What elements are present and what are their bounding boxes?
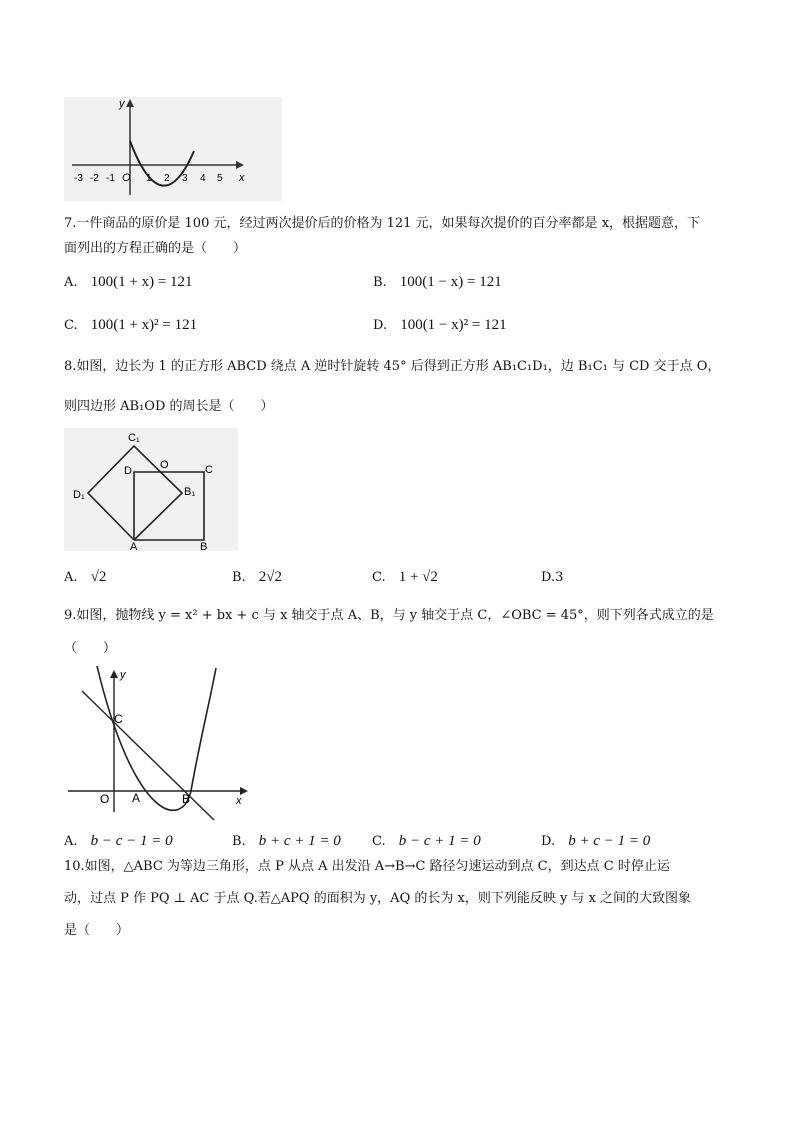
q8-label-c1: C₁ bbox=[128, 432, 140, 444]
q9-x-arrow bbox=[240, 787, 248, 795]
q9-figure bbox=[64, 660, 254, 822]
option-expr: b + c − 1 = 0 bbox=[568, 833, 651, 849]
q8-label-c: C bbox=[205, 464, 213, 476]
option-label: C. bbox=[372, 570, 386, 585]
q9-label-a: A bbox=[132, 791, 141, 805]
q10-stem-line2: 动，过点 P 作 PQ ⊥ AC 于点 Q.若△APQ 的面积为 y，AQ 的长为 x，则下列能反映 y 与 x 之间的大致图象 bbox=[64, 891, 692, 906]
q7-stem-line1: 7.一件商品的原价是 100 元，经过两次提价后的价格为 121 元，如果每次提价的百分率都是 x，根据题意，下 bbox=[64, 216, 701, 231]
option-label: A. bbox=[64, 275, 78, 290]
q8-option-a[interactable] bbox=[64, 566, 106, 586]
option-label: D. bbox=[373, 318, 388, 333]
q9-label-y: y bbox=[120, 669, 126, 681]
option-expr: b − c + 1 = 0 bbox=[398, 833, 481, 849]
q6-tick: 4 bbox=[200, 173, 206, 184]
option-expr: 1 + √2 bbox=[398, 569, 438, 585]
q6-label-x: x bbox=[239, 172, 245, 184]
q6-tick: 1 bbox=[146, 173, 152, 184]
q9-label-c: C bbox=[114, 712, 123, 726]
q9-option-a[interactable] bbox=[64, 830, 173, 850]
option-label: A. bbox=[64, 834, 78, 849]
q6-label-origin: O bbox=[122, 172, 131, 184]
q8-label-d: D bbox=[124, 465, 132, 477]
q6-tick: 5 bbox=[217, 173, 223, 184]
q6-tick: 3 bbox=[182, 173, 188, 184]
option-label: B. bbox=[373, 275, 387, 290]
q8-label-b: B bbox=[200, 541, 208, 551]
q10-stem-line1: 10.如图，△ABC 为等边三角形，点 P 从点 A 出发沿 A→B→C 路径匀速运动到点 C，到达点 C 时停止运 bbox=[64, 859, 670, 874]
q9-graph bbox=[64, 660, 254, 822]
option-label: A. bbox=[64, 570, 78, 585]
q7-option-a[interactable] bbox=[64, 271, 193, 291]
q9-parabola bbox=[97, 666, 216, 810]
q9-label-o: O bbox=[100, 792, 110, 806]
q9-stem-line2: （ ） bbox=[64, 641, 117, 656]
option-label: C. bbox=[64, 318, 78, 333]
q9-y-arrow bbox=[110, 670, 118, 678]
q7-option-b[interactable] bbox=[373, 271, 502, 291]
q6-label-y: y bbox=[119, 98, 125, 110]
q8-label-a: A bbox=[130, 541, 138, 551]
q6-graph bbox=[64, 97, 282, 201]
q7-stem-line2: 面列出的方程正确的是（ ） bbox=[64, 241, 247, 256]
option-expr: 100(1 − x)² = 121 bbox=[400, 317, 507, 333]
q7-option-d[interactable] bbox=[373, 314, 507, 334]
option-expr: 2√2 bbox=[258, 569, 283, 585]
option-expr: 100(1 + x) = 121 bbox=[90, 274, 193, 290]
option-expr: 100(1 + x)² = 121 bbox=[90, 317, 198, 333]
q6-tick: -3 bbox=[74, 173, 83, 184]
q8-option-c[interactable] bbox=[372, 566, 438, 586]
option-label: B. bbox=[232, 834, 246, 849]
q8-figure bbox=[64, 428, 238, 551]
option-label: C. bbox=[372, 834, 386, 849]
option-expr: √2 bbox=[90, 569, 107, 585]
q6-y-arrow bbox=[126, 99, 134, 107]
q6-figure bbox=[64, 97, 282, 201]
q6-tick: -1 bbox=[106, 173, 115, 184]
q6-tick: -2 bbox=[90, 173, 99, 184]
q9-stem-line1: 9.如图，抛物线 y = x² + bx + c 与 x 轴交于点 A、B，与 y 轴交于点 C，∠OBC = 45°，则下列各式成立的是 bbox=[64, 608, 714, 623]
option-expr: 100(1 − x) = 121 bbox=[399, 274, 502, 290]
q8-label-b1: B₁ bbox=[184, 486, 196, 498]
q10-stem-line3: 是（ ） bbox=[64, 923, 130, 938]
q8-stem-line2: 则四边形 AB₁OD 的周长是（ ） bbox=[64, 399, 274, 414]
q8-option-b[interactable] bbox=[232, 566, 282, 586]
q8-diagram bbox=[64, 428, 238, 551]
q7-option-c[interactable] bbox=[64, 314, 197, 334]
q9-label-x: x bbox=[236, 795, 242, 807]
q8-label-o: O bbox=[160, 459, 169, 471]
q9-option-b[interactable] bbox=[232, 830, 341, 850]
q9-option-c[interactable] bbox=[372, 830, 481, 850]
q6-x-arrow bbox=[236, 161, 244, 169]
option-expr: b + c + 1 = 0 bbox=[258, 833, 341, 849]
option-label: D. bbox=[541, 834, 556, 849]
option-expr: b − c − 1 = 0 bbox=[90, 833, 173, 849]
q9-option-d[interactable] bbox=[541, 830, 650, 850]
option-label: D.3 bbox=[541, 570, 564, 585]
q8-stem-line1: 8.如图，边长为 1 的正方形 ABCD 绕点 A 逆时针旋转 45° 后得到正方形 AB₁C₁D₁，边 B₁C₁ 与 CD 交于点 O， bbox=[64, 359, 721, 374]
q8-option-d[interactable] bbox=[541, 566, 563, 585]
option-label: B. bbox=[232, 570, 246, 585]
q8-label-d1: D₁ bbox=[73, 489, 85, 501]
q6-tick: 2 bbox=[164, 173, 170, 184]
q9-label-b: B bbox=[182, 792, 191, 806]
